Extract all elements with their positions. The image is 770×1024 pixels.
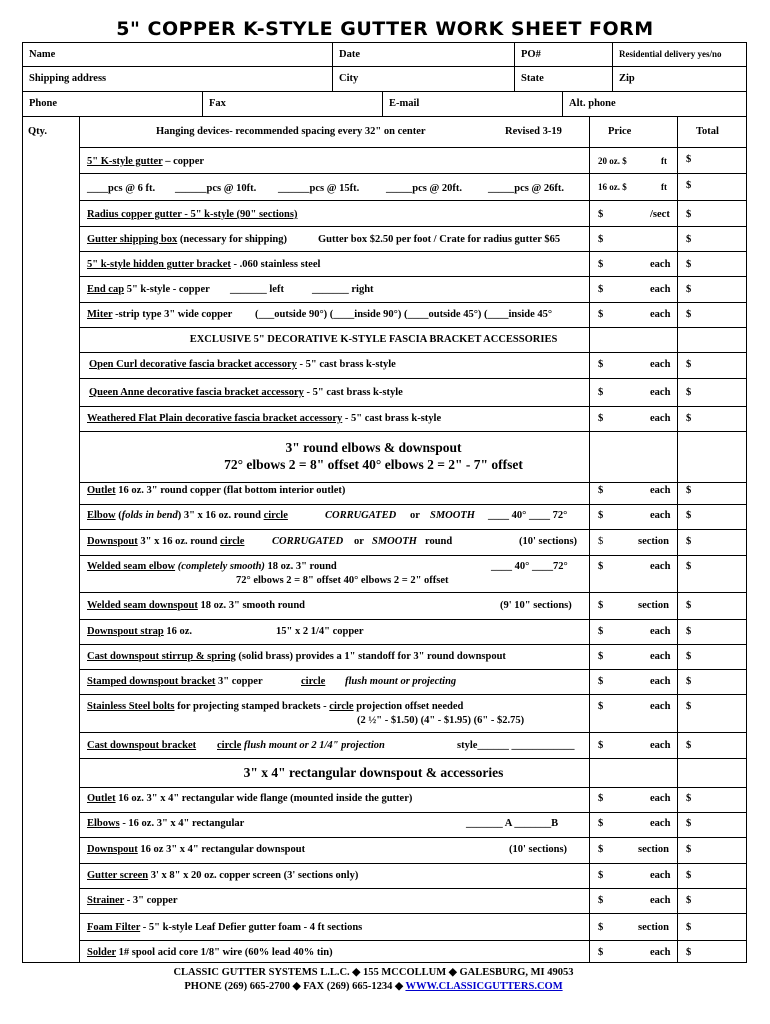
elbow-folds: folds in bend: [121, 510, 178, 521]
rect-elbows-price: $: [598, 818, 604, 829]
downspout-label: Downspout: [87, 536, 138, 547]
strap-label: Downspout strap: [87, 626, 164, 637]
welded-elbow-price: $: [598, 561, 604, 572]
phone-label: Phone: [29, 98, 58, 109]
elbow-total: $: [686, 510, 692, 521]
price-column-header: Price: [608, 126, 632, 137]
elbow-price: $: [598, 510, 604, 521]
weathered-row: [87, 413, 441, 424]
len-price-16oz: 16 oz. $: [598, 182, 627, 192]
row-divider: [79, 592, 747, 593]
row-divider: [79, 504, 747, 505]
weathered-material: - 5" cast brass k-style: [342, 413, 442, 424]
strainer-price: $: [598, 895, 604, 906]
welded-elbow-unit: each: [650, 561, 671, 572]
welded-downspout-price: $: [598, 600, 604, 611]
elbow-circle: circle: [263, 510, 288, 521]
name-field[interactable]: [23, 43, 333, 66]
row-divider: [79, 482, 747, 483]
outlet-total: $: [686, 485, 692, 496]
welded-downspout-desc: 18 oz. 3" smooth round: [197, 600, 306, 611]
endcap-label: End cap: [87, 284, 125, 295]
row-divider: [79, 812, 747, 813]
cast-bracket-row: [87, 740, 196, 751]
rect-outlet-price: $: [598, 793, 604, 804]
bolts-offset: projection offset needed: [353, 701, 464, 712]
screen-row: [87, 870, 358, 881]
welded-elbow-smooth: (completely smooth): [175, 561, 265, 572]
form-title: 5" COPPER K-STYLE GUTTER WORK SHEET FORM: [116, 18, 654, 40]
len-26ft[interactable]: _____pcs @ 26ft.: [488, 183, 564, 194]
miter-label: Miter: [87, 309, 113, 320]
row-divider: [79, 302, 747, 303]
stamped-bracket-row: [87, 676, 263, 687]
queen-anne-label: Queen Anne decorative fascia bracket accessory: [89, 387, 304, 398]
miter-total: $: [686, 309, 692, 320]
revised-label: Revised 3-19: [505, 126, 562, 137]
strainer-unit: each: [650, 895, 671, 906]
welded-elbow-row: [87, 561, 337, 572]
cast-bracket-style[interactable]: style______ ____________: [457, 740, 575, 751]
strainer-desc: - 3" copper: [124, 895, 178, 906]
zip-field[interactable]: [613, 67, 748, 91]
queen-anne-price: $: [598, 387, 604, 398]
foam-unit: section: [638, 922, 669, 933]
row-divider: [79, 732, 747, 733]
cast-bracket-label: Cast downspout bracket: [87, 740, 197, 751]
row-gutter[interactable]: [87, 156, 204, 167]
row-divider: [79, 406, 747, 407]
bolts-circle: circle: [329, 701, 354, 712]
weathered-total: $: [686, 413, 692, 424]
hidden-bracket-label: 5" k-style hidden gutter bracket: [87, 259, 231, 270]
rect-downspout-desc: 16 oz 3" x 4" rectangular downspout: [137, 844, 306, 855]
welded-elbow-degrees[interactable]: ____ 40° ____72°: [491, 561, 568, 572]
hidden-bracket-material: - .060 stainless steel: [230, 259, 321, 270]
city-field[interactable]: [333, 67, 515, 91]
row-divider: [79, 863, 747, 864]
row-divider: [79, 327, 747, 328]
downspout-price: $: [598, 536, 604, 547]
shipping-address-field[interactable]: [23, 67, 333, 91]
rect-downspout-sections: (10' sections): [509, 844, 568, 855]
shipbox-pricing: Gutter box $2.50 per foot / Crate for radius gutter $65: [318, 234, 561, 245]
qty-column-header: Qty.: [28, 126, 47, 137]
weathered-price: $: [598, 413, 604, 424]
screen-total: $: [686, 870, 692, 881]
bolts-label: Stainless Steel bolts: [87, 701, 175, 712]
bolts-unit: each: [650, 701, 671, 712]
downspout-corrugated[interactable]: CORRUGATED: [272, 536, 344, 547]
po-label: PO#: [521, 49, 541, 60]
stirrup-unit: each: [650, 651, 671, 662]
bolts-price: $: [598, 701, 604, 712]
downspout-desc: 3" x 16 oz. round: [137, 536, 218, 547]
stamped-total: $: [686, 676, 692, 687]
hanging-devices-header: Hanging devices- recommended spacing every 32" on center: [156, 126, 426, 137]
foam-price: $: [598, 922, 604, 933]
welded-elbow-desc: 18 oz. 3" round: [264, 561, 337, 572]
screen-unit: each: [650, 870, 671, 881]
row-divider: [79, 669, 747, 670]
shipbox-note: (necessary for shipping): [177, 234, 288, 245]
rect-outlet-total: $: [686, 793, 692, 804]
strainer-total: $: [686, 895, 692, 906]
strainer-label: Strainer: [87, 895, 125, 906]
queen-anne-total: $: [686, 387, 692, 398]
row-divider: [79, 173, 747, 174]
strainer-row: [87, 895, 178, 906]
rect-outlet-unit: each: [650, 793, 671, 804]
po-field[interactable]: [515, 43, 613, 66]
rect-elbows-total: $: [686, 818, 692, 829]
email-field[interactable]: [383, 92, 563, 116]
gutter-total: $: [686, 154, 692, 165]
residential-label: Residential delivery yes/no: [619, 49, 722, 59]
hidden-total: $: [686, 259, 692, 270]
gutter-label: 5" K-style gutter: [87, 156, 163, 167]
foam-row: [87, 922, 362, 933]
stirrup-total: $: [686, 651, 692, 662]
date-field[interactable]: [333, 43, 515, 66]
welded-downspout-unit: section: [638, 600, 669, 611]
open-curl-material: - 5" cast brass k-style: [296, 359, 396, 370]
stamped-circle: circle: [301, 676, 326, 687]
open-curl-label: Open Curl decorative fascia bracket accessory: [89, 359, 297, 370]
weathered-label: Weathered Flat Plain decorative fascia bracket accessory: [87, 413, 343, 424]
row-divider: [79, 378, 747, 379]
outlet-price: $: [598, 485, 604, 496]
len-15ft[interactable]: ______pcs @ 15ft.: [278, 183, 360, 194]
footer-address: CLASSIC GUTTER SYSTEMS L.L.C. ◆ 155 MCCOLLUM ◆ GALESBURG, MI 49053: [173, 967, 574, 978]
rect-downspout-price: $: [598, 844, 604, 855]
city-label: City: [339, 73, 359, 84]
name-label: Name: [29, 49, 56, 60]
elbow-smooth[interactable]: SMOOTH: [430, 510, 475, 521]
bolts-sizes[interactable]: (2 ½" - $1.50) (4" - $1.95) (6" - $2.75): [357, 715, 525, 726]
shipbox-total: $: [686, 234, 692, 245]
miter-row: [87, 309, 232, 320]
rect-section-title: 3" x 4" rectangular downspout & accessories: [243, 765, 504, 780]
rect-outlet-row: [87, 793, 412, 804]
screen-price: $: [598, 870, 604, 881]
foam-desc: - 5" k-style Leaf Defier gutter foam - 4 ft sections: [140, 922, 363, 933]
row-divider: [79, 529, 747, 530]
endcap-right[interactable]: _______ right: [312, 284, 374, 295]
website-link[interactable]: WWW.CLASSICGUTTERS.COM: [405, 981, 563, 992]
rect-elbows-row: [87, 818, 244, 829]
solder-total: $: [686, 947, 692, 958]
round-section-subtitle: 72° elbows 2 = 8" offset 40° elbows 2 = 2" - 7" offset: [224, 457, 523, 472]
cast-bracket-circle: circle: [217, 740, 242, 751]
endcap-price: $: [598, 284, 604, 295]
queen-anne-material: - 5" cast brass k-style: [303, 387, 403, 398]
strap-price: $: [598, 626, 604, 637]
endcap-total: $: [686, 284, 692, 295]
len-total: $: [686, 180, 692, 191]
cast-bracket-unit: each: [650, 740, 671, 751]
row-divider: [79, 758, 747, 759]
endcap-unit: each: [650, 284, 671, 295]
elbow-degrees[interactable]: ____ 40° ____ 72°: [488, 510, 568, 521]
outlet-desc: 16 oz. 3" round copper (flat bottom interior outlet): [115, 485, 346, 496]
strap-gauge: 16 oz.: [163, 626, 193, 637]
outlet-unit: each: [650, 485, 671, 496]
zip-label: Zip: [619, 73, 635, 84]
open-curl-price: $: [598, 359, 604, 370]
welded-elbow-label: Welded seam elbow: [87, 561, 176, 572]
row-divider: [79, 276, 747, 277]
solder-price: $: [598, 947, 604, 958]
row-divider: [79, 644, 747, 645]
state-field[interactable]: [515, 67, 613, 91]
shipbox-label: Gutter shipping box: [87, 234, 178, 245]
welded-elbow-offsets: 72° elbows 2 = 8" offset 40° elbows 2 = 2" offset: [236, 575, 449, 586]
elbow-label: Elbow: [87, 510, 116, 521]
radius-gutter-label: Radius copper gutter - 5" k-style (90" sections): [87, 209, 298, 220]
stirrup-row: [87, 651, 506, 662]
miter-options[interactable]: (___outside 90°) (____inside 90°) (____outside 45°) (____inside 45°: [255, 309, 553, 320]
welded-downspout-sections: (9' 10" sections): [500, 600, 572, 611]
rect-outlet-label: Outlet: [87, 793, 116, 804]
bolts-desc: for projecting stamped brackets -: [174, 701, 327, 712]
alt-phone-field[interactable]: [563, 92, 748, 116]
end-cap-row: [87, 284, 210, 295]
row-divider: [79, 555, 747, 556]
cast-bracket-total: $: [686, 740, 692, 751]
fax-label: Fax: [209, 98, 226, 109]
outlet-label: Outlet: [87, 485, 116, 496]
stirrup-desc: (solid brass) provides a 1" standoff for 3" round downspout: [235, 651, 506, 662]
downspout-sections: (10' sections): [519, 536, 578, 547]
strap-size: 15" x 2 1/4" copper: [276, 626, 364, 637]
rect-downspout-total: $: [686, 844, 692, 855]
phone-field[interactable]: [23, 92, 203, 116]
radius-unit: /sect: [650, 209, 670, 220]
downspout-total: $: [686, 536, 692, 547]
row-divider: [79, 251, 747, 252]
stirrup-label: Cast downspout stirrup & spring: [87, 651, 236, 662]
welded-downspout-label: Welded seam downspout: [87, 600, 198, 611]
downspout-round: round: [425, 536, 453, 547]
open-curl-row: [89, 359, 396, 370]
hidden-unit: each: [650, 259, 671, 270]
downspout-unit: section: [638, 536, 669, 547]
downspout-circle: circle: [220, 536, 245, 547]
elbow-unit: each: [650, 510, 671, 521]
row-divider: [79, 147, 747, 148]
row-divider: [79, 352, 747, 353]
radius-total: $: [686, 209, 692, 220]
state-label: State: [521, 73, 544, 84]
len-unit: ft: [661, 182, 667, 192]
rect-elbows-label: Elbows: [87, 818, 120, 829]
stamped-unit: each: [650, 676, 671, 687]
outlet-row: [87, 485, 345, 496]
table-border-left: [22, 117, 23, 963]
radius-price: $: [598, 209, 604, 220]
open-curl-unit: each: [650, 359, 671, 370]
welded-downspout-total: $: [686, 600, 692, 611]
solder-label: Solder: [87, 947, 116, 958]
gutter-unit: ft: [661, 156, 667, 166]
rect-elbows-desc: - 16 oz. 3" x 4" rectangular: [119, 818, 245, 829]
miter-material: -strip type 3" wide copper: [112, 309, 233, 320]
open-curl-total: $: [686, 359, 692, 370]
row-divider: [79, 787, 747, 788]
date-label: Date: [339, 49, 360, 60]
hidden-bracket-row: [87, 259, 320, 270]
row-divider: [79, 431, 747, 432]
row-divider: [79, 940, 747, 941]
weathered-unit: each: [650, 413, 671, 424]
row-divider: [79, 200, 747, 201]
elbow-desc: ) 3" x 16 oz. round: [177, 510, 261, 521]
cast-bracket-price: $: [598, 740, 604, 751]
bolts-row: [87, 701, 463, 712]
exclusive-section-header: EXCLUSIVE 5" DECORATIVE K-STYLE FASCIA BRACKET ACCESSORIES: [189, 334, 558, 345]
solder-unit: each: [650, 947, 671, 958]
downspout-or: or: [354, 536, 364, 547]
cast-bracket-mount: flush mount or 2 1/4" projection: [241, 740, 385, 751]
rect-downspout-unit: section: [638, 844, 669, 855]
rect-elbows-unit: each: [650, 818, 671, 829]
stamped-label: Stamped downspout bracket: [87, 676, 216, 687]
elbow-or: or: [410, 510, 420, 521]
solder-desc: 1# spool acid core 1/8" wire (60% lead 40% tin): [115, 947, 333, 958]
bolts-total: $: [686, 701, 692, 712]
header-row-shipping: [22, 67, 747, 92]
elbow-row: Elbow (folds in bend) 3" x 16 oz. round circle: [87, 510, 288, 521]
miter-price: $: [598, 309, 604, 320]
cast-bracket-options: [217, 740, 385, 751]
shipping-label: Shipping address: [29, 73, 107, 84]
rect-elbows-ab[interactable]: _______ A _______B: [466, 818, 559, 829]
stamped-mount[interactable]: flush mount or projecting: [345, 676, 457, 687]
row-divider: [79, 694, 747, 695]
queen-anne-row: [89, 387, 403, 398]
screen-label: Gutter screen: [87, 870, 149, 881]
row-divider: [79, 913, 747, 914]
stamped-price: $: [598, 676, 604, 687]
len-10ft[interactable]: ______pcs @ 10ft.: [175, 183, 257, 194]
downspout-row: [87, 536, 244, 547]
endcap-material: 5" k-style - copper: [124, 284, 210, 295]
miter-unit: each: [650, 309, 671, 320]
shipping-box-row: [87, 234, 287, 245]
welded-elbow-total: $: [686, 561, 692, 572]
len-20ft[interactable]: _____pcs @ 20ft.: [386, 183, 462, 194]
alt-phone-label: Alt. phone: [569, 98, 616, 109]
screen-desc: 3' x 8" x 20 oz. copper screen (3' sections only): [148, 870, 359, 881]
gutter-price-20oz: 20 oz. $: [598, 156, 627, 166]
row-divider: [79, 888, 747, 889]
header-row-phone: [22, 92, 747, 117]
footer-phone-fax: PHONE (269) 665-2700 ◆ FAX (269) 665-1234 ◆: [184, 981, 406, 992]
foam-total: $: [686, 922, 692, 933]
table-border-bottom: [22, 962, 747, 963]
rect-downspout-row: [87, 844, 305, 855]
welded-downspout-row: [87, 600, 305, 611]
row-divider: [79, 226, 747, 227]
stirrup-price: $: [598, 651, 604, 662]
stamped-material: 3" copper: [215, 676, 263, 687]
solder-row: [87, 947, 333, 958]
email-label: E-mail: [389, 98, 420, 109]
endcap-left[interactable]: _______ left: [230, 284, 284, 295]
foam-label: Foam Filter: [87, 922, 141, 933]
downspout-smooth[interactable]: SMOOTH: [372, 536, 417, 547]
strap-unit: each: [650, 626, 671, 637]
row-divider: [79, 837, 747, 838]
queen-anne-unit: each: [650, 387, 671, 398]
footer-contact: [80, 980, 667, 992]
strap-row: [87, 626, 192, 637]
header-row-name: [22, 42, 747, 67]
elbow-corrugated[interactable]: CORRUGATED: [325, 510, 397, 521]
strap-total: $: [686, 626, 692, 637]
row-divider: [79, 619, 747, 620]
total-column-header: Total: [696, 126, 719, 137]
residential-delivery-field[interactable]: [613, 43, 748, 66]
round-section-title: 3" round elbows & downspout: [285, 440, 462, 455]
rect-downspout-label: Downspout: [87, 844, 138, 855]
gutter-material: – copper: [162, 156, 205, 167]
rect-outlet-desc: 16 oz. 3" x 4" rectangular wide flange (mounted inside the gutter): [115, 793, 413, 804]
len-6ft[interactable]: ____pcs @ 6 ft.: [87, 183, 156, 194]
fax-field[interactable]: [203, 92, 383, 116]
shipbox-price: $: [598, 234, 604, 245]
hidden-price: $: [598, 259, 604, 270]
